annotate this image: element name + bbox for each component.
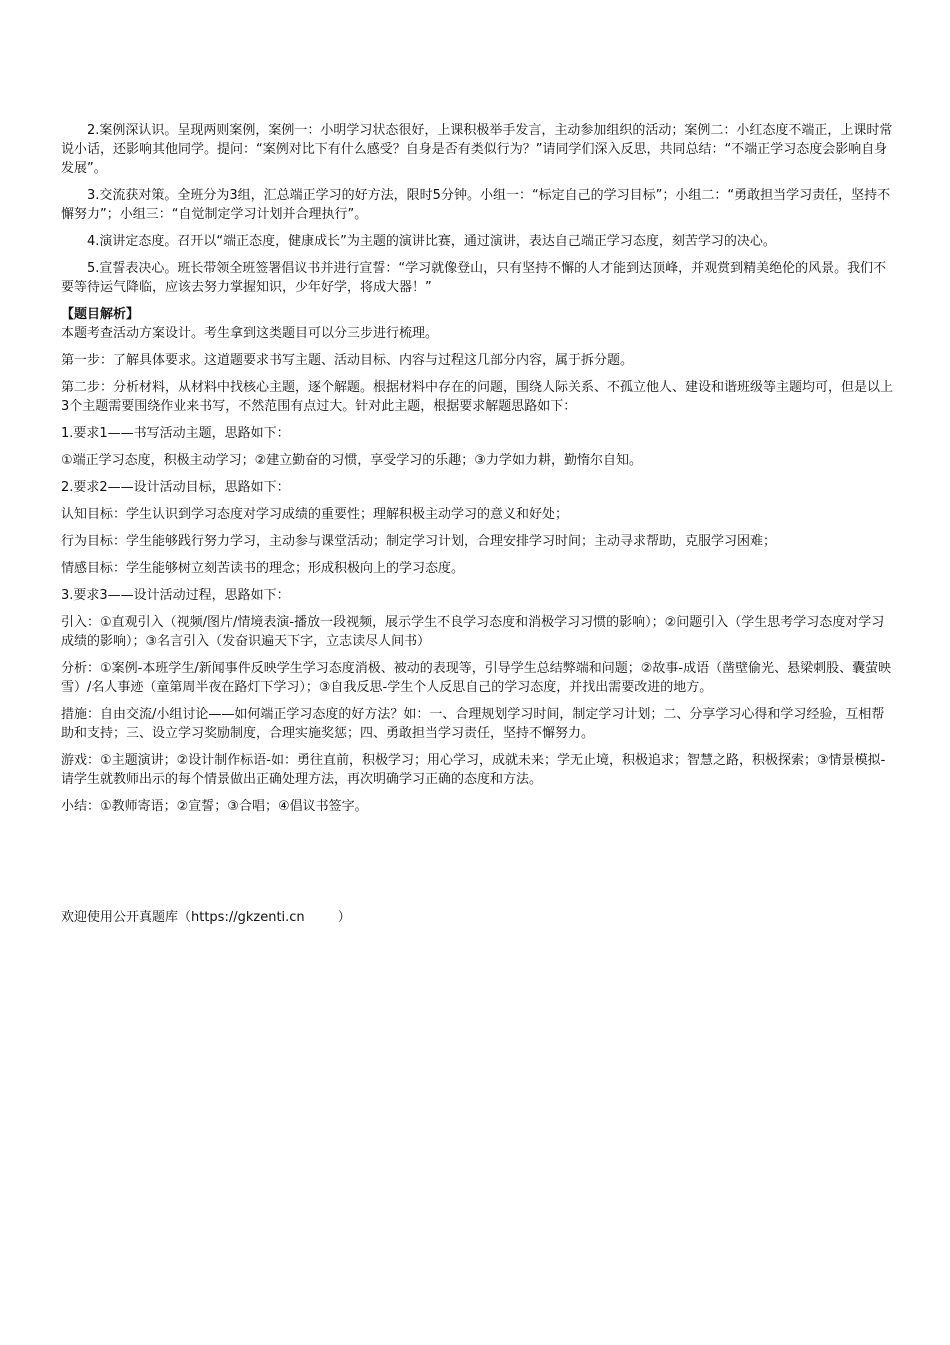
process-intro: 引入：①直观引入（视频/图片/情境表演-播放一段视频，展示学生不良学习态度和消极学习习惯的影响）；②问题引入（学生思考学习态度对学习成绩的影响）；③名言引入（发奋识遍天下字，立志读尽人间书） <box>61 615 885 649</box>
requirement-3-title: 3.要求3——设计活动过程，思路如下： <box>61 588 290 603</box>
analysis-step-2: 第二步：分析材料，从材料中找核心主题，逐个解题。根据材料中存在的问题，围绕人际关系、不孤立他人、建设和谐班级等主题均可，但是以上3个主题需要围绕作业来书写，不然范围有点过大。针对此主题，根据要求解题思路如下： <box>61 380 894 414</box>
goal-cognitive: 认知目标：学生认识到学习态度对学习成绩的重要性；理解积极主动学习的意义和好处； <box>61 507 569 522</box>
analysis-step-1: 第一步：了解具体要求。这道题要求书写主题、活动目标、内容与过程这几部分内容，属于拆分题。 <box>61 353 634 368</box>
goal-behavior: 行为目标：学生能够践行努力学习，主动参与课堂活动；制定学习计划，合理安排学习时间；主动寻求帮助，克服学习困难； <box>61 534 777 549</box>
process-measures: 措施：自由交流/小组讨论——如何端正学习态度的好方法？如：一、合理规划学习时间，制定学习计划；二、分享学习心得和学习经验，互相帮助和支持；三、设立学习奖励制度，合理实施奖惩；四、勇敢担当学习责任，坚持不懈努力。 <box>61 707 885 741</box>
case-paragraph-5: 5.宣誓表决心。班长带领全班签署倡议书并进行宣誓：“学习就像登山，只有坚持不懈的人才能到达顶峰，并观赏到精美绝伦的风景。我们不要等待运气降临，应该去努力掌握知识，少年好学，将成大器！” <box>61 261 887 295</box>
footer-note: 欢迎使用公开真题库（https://gkzenti.cn ） <box>61 910 351 925</box>
requirement-1-content: ①端正学习态度，积极主动学习；②建立勤奋的习惯，享受学习的乐趣；③力学如力耕，勤惰尔自知。 <box>61 453 642 468</box>
analysis-heading: 【题目解析】 <box>61 307 140 322</box>
goal-emotion: 情感目标：学生能够树立刻苦读书的理念；形成积极向上的学习态度。 <box>61 561 465 576</box>
case-paragraph-3: 3.交流获对策。全班分为3组，汇总端正学习的好方法，限时5分钟。小组一：“标定自己的学习目标”；小组二：“勇敢担当学习责任，坚持不懈努力”；小组三：“自觉制定学习计划并合理执行”。 <box>61 188 891 222</box>
analysis-intro: 本题考查活动方案设计。考生拿到这类题目可以分三步进行梳理。 <box>61 326 439 341</box>
case-paragraph-4: 4.演讲定态度。召开以“端正态度，健康成长”为主题的演讲比赛，通过演讲，表达自己端正学习态度，刻苦学习的决心。 <box>87 234 776 249</box>
requirement-2-title: 2.要求2——设计活动目标，思路如下： <box>61 480 290 495</box>
process-games: 游戏：①主题演讲；②设计制作标语-如：勇往直前，积极学习；用心学习，成就未来；学无止境，积极追求；智慧之路，积极探索；③情景模拟-请学生就教师出示的每个情景做出正确处理方法，再次明确学习正确的态度和方法。 <box>61 753 886 787</box>
requirement-1-title: 1.要求1——书写活动主题，思路如下： <box>61 426 290 441</box>
case-paragraph-2: 2.案例深认识。呈现两则案例，案例一：小明学习状态很好，上课积极举手发言，主动参加组织的活动；案例二：小红态度不端正，上课时常说小话，还影响其他同学。提问：“案例对比下有什么感受？自身是否有类似行为？”请同学们深入反思，共同总结：“不端正学习态度会影响自身发展”。 <box>61 123 893 176</box>
process-analysis: 分析：①案例-本班学生/新闻事件反映学生学习态度消极、被动的表现等，引导学生总结弊端和问题；②故事-成语（凿壁偷光、悬梁刺股、囊萤映雪）/名人事迹（童第周半夜在路灯下学习）；③自我反思-学生个人反思自己的学习态度，并找出需要改进的地方。 <box>61 661 892 695</box>
process-summary: 小结：①教师寄语；②宣誓；③合唱；④倡议书签字。 <box>61 799 368 814</box>
document-body <box>61 121 893 824</box>
